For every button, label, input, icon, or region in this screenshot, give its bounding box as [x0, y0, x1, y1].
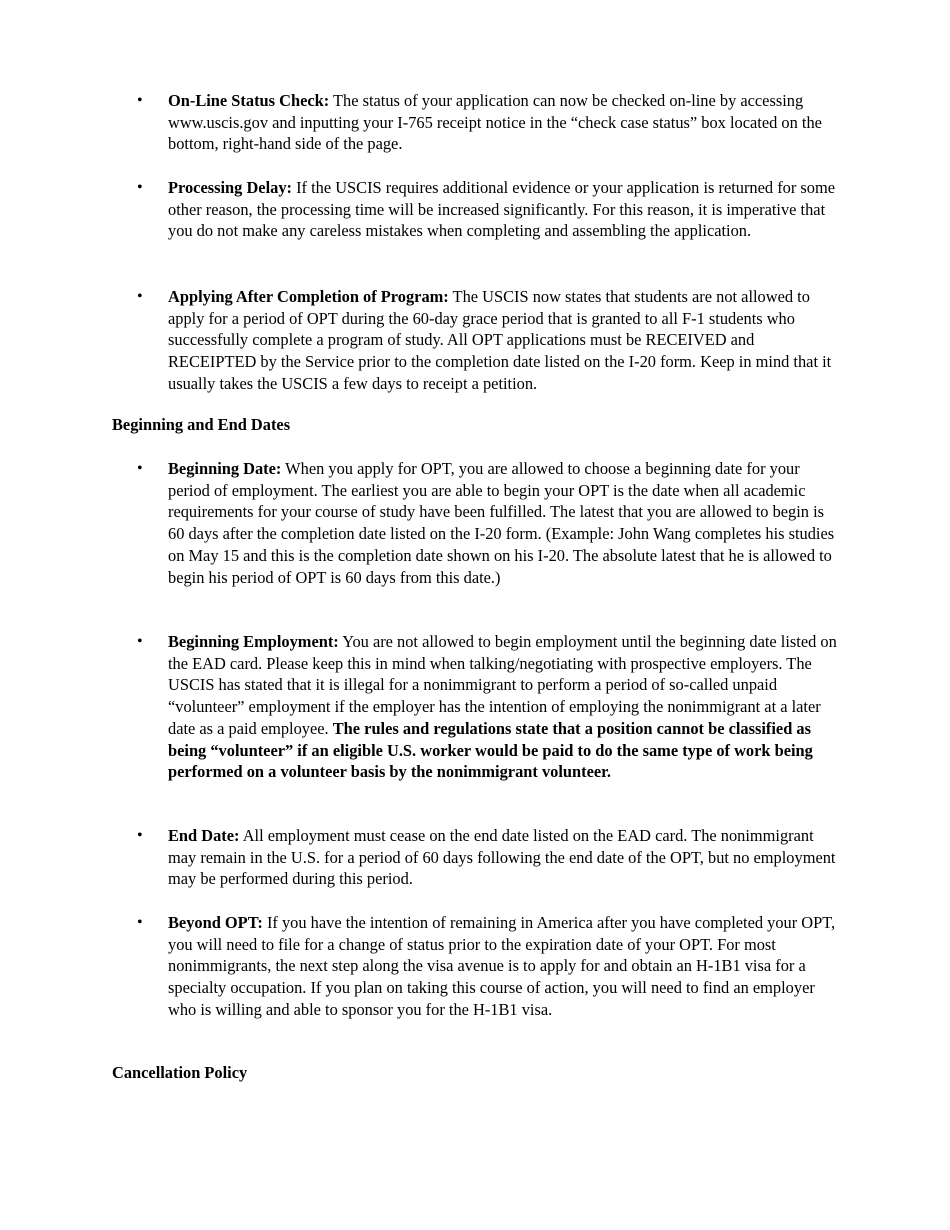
bullet-lead: End Date: [168, 826, 240, 845]
bullet-marker: • [137, 827, 143, 844]
bullet-lead: Applying After Completion of Program: [168, 287, 449, 306]
bullet-lead: Beginning Employment: [168, 632, 339, 651]
bullet-beginning-employment [168, 631, 843, 783]
bullet-lead: On-Line Status Check: [168, 91, 330, 110]
bullet-marker: • [137, 914, 143, 931]
bullet-marker: • [137, 92, 143, 109]
bullet-text: You are not allowed to begin employment until the beginning date listed on the EAD card. Please keep this in mind when talking/negotiating with prospective employers. The USCIS has stated that it is illegal for a nonimmigrant to perform a period of so-called unpaid “volunteer” employment if the employer has the intention of employing the nonimmigrant at a later date as a paid employee. [168, 632, 837, 738]
bullet-beyond-opt [168, 912, 843, 1021]
bullet-end-date [168, 825, 843, 890]
bullet-processing-delay [168, 177, 843, 242]
bullet-text: All employment must cease on the end date listed on the EAD card. The nonimmigrant may remain in the U.S. for a period of 60 days following the end date of the OPT, but no employment may be performed during this period. [168, 826, 836, 889]
bullet-applying-after-completion [168, 286, 843, 395]
bullet-lead: Beyond OPT: [168, 913, 263, 932]
bullet-marker: • [137, 288, 143, 305]
bullet-lead: Processing Delay: [168, 178, 292, 197]
bullet-text: The status of your application can now be checked on-line by accessing www.uscis.gov and inputting your I-765 receipt notice in the “check case status” box located on the bottom, right-hand side of the page. [168, 91, 822, 154]
bullet-emphasis-text: The rules and regulations state that a position cannot be classified as being “volunteer” if an eligible U.S. worker would be paid to do the same type of work being performed on a volunteer basis by the nonimmigrant volunteer. [168, 718, 813, 782]
bullet-text: When you apply for OPT, you are allowed to choose a beginning date for your period of employment. The earliest you are able to begin your OPT is the date when all academic requirements for your course of study have been fulfilled. The latest that you are allowed to begin is 60 days after the completion date listed on the I-20 form. (Example: John Wang completes his studies on May 15 and this is the completion date shown on his I-20. The absolute latest that he is allowed to begin his period of OPT is 60 days from this date.) [168, 459, 835, 587]
bullet-lead: Beginning Date: [168, 459, 282, 478]
bullet-text: If you have the intention of remaining in America after you have completed your OPT, you will need to file for a change of status prior to the expiration date of your OPT. For most nonimmigrants, the next step along the visa avenue is to apply for and obtain an H-1B1 visa for a specialty occupation. If you plan on taking this course of action, you will need to find an employer who is willing and able to sponsor you for the H-1B1 visa. [168, 913, 836, 1019]
bullet-beginning-date [168, 458, 843, 588]
bullet-marker: • [137, 179, 143, 196]
section-heading-beginning-end-dates: Beginning and End Dates [112, 415, 291, 434]
bullet-text: The USCIS now states that students are not allowed to apply for a period of OPT during the 60-day grace period that is granted to all F-1 students who successfully complete a program of study. All OPT applications must be RECEIVED and RECEIPTED by the Service prior to the completion date listed on the I-20 form. Keep in mind that it usually takes the USCIS a few days to receipt a petition. [168, 287, 832, 393]
bullet-online-status-check [168, 90, 843, 155]
bullet-marker: • [137, 460, 143, 477]
bullet-text: If the USCIS requires additional evidence or your application is returned for some other reason, the processing time will be increased significantly. For this reason, it is imperative that you do not make any careless mistakes when completing and assembling the application. [168, 178, 835, 241]
section-heading-cancellation-policy: Cancellation Policy [112, 1063, 248, 1082]
bullet-marker: • [137, 633, 143, 650]
